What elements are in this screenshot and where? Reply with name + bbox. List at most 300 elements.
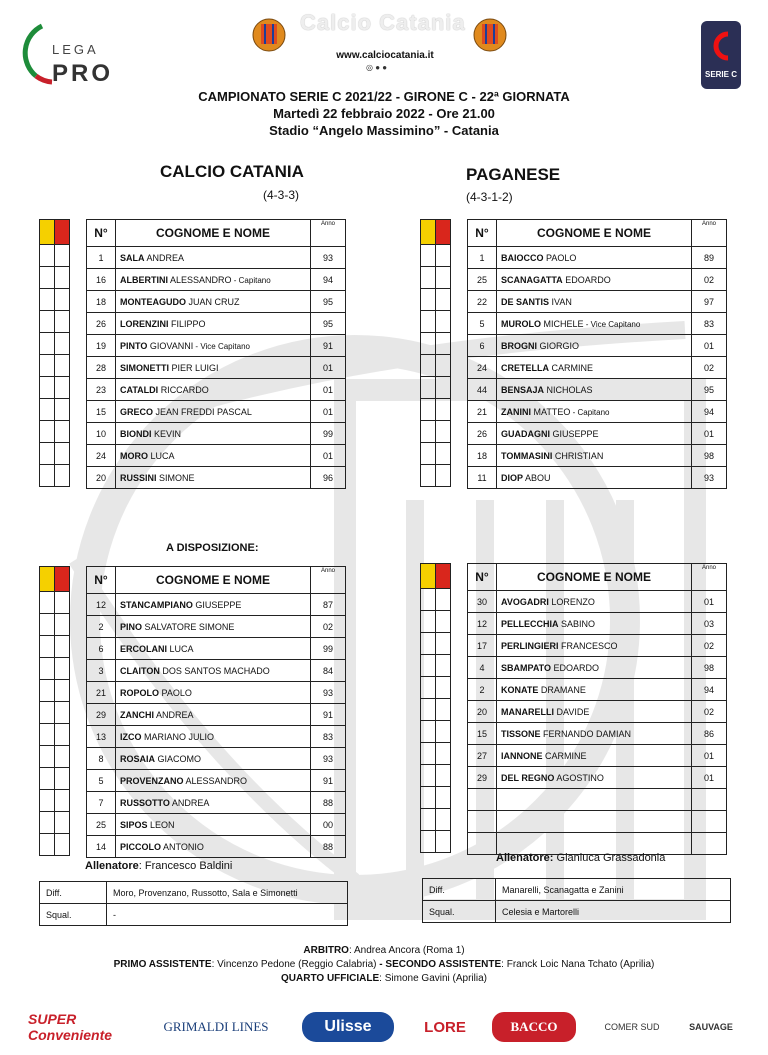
player-row bbox=[468, 789, 727, 811]
player-number: 5 bbox=[468, 313, 497, 335]
sponsor-comersud: COMER SUD bbox=[604, 1022, 660, 1032]
match-info bbox=[0, 88, 768, 139]
player-year: 87 bbox=[311, 594, 346, 616]
player-year: 01 bbox=[692, 591, 727, 613]
player-year: 96 bbox=[311, 467, 346, 489]
home-formation: (4-3-3) bbox=[263, 188, 300, 202]
player-name: CRETELLA CARMINE bbox=[497, 357, 692, 379]
player-year: 93 bbox=[311, 247, 346, 269]
card-row bbox=[421, 465, 451, 487]
player-row bbox=[87, 335, 346, 357]
player-year: 02 bbox=[692, 701, 727, 723]
player-name: DE SANTIS IVAN bbox=[497, 291, 692, 313]
player-year: 01 bbox=[692, 423, 727, 445]
player-year: 95 bbox=[311, 291, 346, 313]
player-number bbox=[468, 811, 497, 833]
player-name: SCANAGATTA EDOARDO bbox=[497, 269, 692, 291]
card-row bbox=[421, 721, 451, 743]
player-name: BROGNI GIORGIO bbox=[497, 335, 692, 357]
card-row bbox=[40, 267, 70, 289]
website-link[interactable]: www.calciocatania.it bbox=[336, 50, 434, 61]
stadium-name: Stadio “Angelo Massimino” - Catania bbox=[269, 123, 499, 138]
player-number: 26 bbox=[87, 313, 116, 335]
player-row bbox=[468, 445, 727, 467]
diff-label: Diff. bbox=[423, 879, 496, 901]
player-number: 6 bbox=[468, 335, 497, 357]
squal-label: Squal. bbox=[423, 901, 496, 923]
player-row bbox=[468, 811, 727, 833]
card-row bbox=[421, 743, 451, 765]
card-row bbox=[40, 834, 70, 856]
player-row bbox=[468, 423, 727, 445]
player-year: 99 bbox=[311, 423, 346, 445]
player-year: 02 bbox=[692, 635, 727, 657]
player-number: 18 bbox=[468, 445, 497, 467]
away-formation: (4-3-1-2) bbox=[466, 190, 513, 204]
player-row bbox=[468, 701, 727, 723]
player-year bbox=[692, 811, 727, 833]
player-row bbox=[87, 748, 346, 770]
player-number: 24 bbox=[87, 445, 116, 467]
player-number: 26 bbox=[468, 423, 497, 445]
player-number: 30 bbox=[468, 591, 497, 613]
player-number: 25 bbox=[87, 814, 116, 836]
player-row bbox=[468, 335, 727, 357]
card-row bbox=[40, 746, 70, 768]
player-year: 95 bbox=[692, 379, 727, 401]
player-row bbox=[87, 814, 346, 836]
player-name: GRECO JEAN FREDDI PASCAL bbox=[116, 401, 311, 423]
player-name: PINTO GIOVANNI - Vice Capitano bbox=[116, 335, 311, 357]
card-row bbox=[421, 831, 451, 853]
player-name: ROSAIA GIACOMO bbox=[116, 748, 311, 770]
player-row bbox=[468, 657, 727, 679]
player-number: 7 bbox=[87, 792, 116, 814]
player-name: MORO LUCA bbox=[116, 445, 311, 467]
player-number: 14 bbox=[87, 836, 116, 858]
home-diff: Moro, Provenzano, Russotto, Sala e Simonetti bbox=[107, 882, 348, 904]
player-row bbox=[468, 313, 727, 335]
player-year: 01 bbox=[311, 401, 346, 423]
player-number: 22 bbox=[468, 291, 497, 313]
player-year: 01 bbox=[311, 445, 346, 467]
fourth-official-line: QUARTO UFFICIALE: Simone Gavini (Aprilia) bbox=[281, 973, 487, 984]
player-row bbox=[87, 313, 346, 335]
player-name: DIOP ABOU bbox=[497, 467, 692, 489]
player-number: 15 bbox=[468, 723, 497, 745]
player-row bbox=[468, 379, 727, 401]
player-name: DEL REGNO AGOSTINO bbox=[497, 767, 692, 789]
player-year: 91 bbox=[311, 335, 346, 357]
player-name bbox=[497, 789, 692, 811]
officials bbox=[0, 944, 768, 986]
player-number: 4 bbox=[468, 657, 497, 679]
player-row bbox=[87, 379, 346, 401]
column-header: Anno bbox=[311, 567, 346, 594]
player-year: 83 bbox=[692, 313, 727, 335]
card-row bbox=[421, 677, 451, 699]
player-name: ERCOLANI LUCA bbox=[116, 638, 311, 660]
card-row bbox=[421, 787, 451, 809]
card-row bbox=[40, 790, 70, 812]
player-name: IZCO MARIANO JULIO bbox=[116, 726, 311, 748]
player-number: 8 bbox=[87, 748, 116, 770]
home-team-name: CALCIO CATANIA bbox=[160, 162, 304, 181]
away-diff: Manarelli, Scanagatta e Zanini bbox=[496, 879, 731, 901]
sponsor-sauvage: SAUVAGE bbox=[689, 1022, 733, 1032]
player-name: ALBERTINI ALESSANDRO - Capitano bbox=[116, 269, 311, 291]
player-year: 01 bbox=[692, 767, 727, 789]
player-number: 20 bbox=[468, 701, 497, 723]
instagram-icon[interactable]: ◎ bbox=[366, 63, 373, 72]
card-row bbox=[40, 812, 70, 834]
player-number: 1 bbox=[468, 247, 497, 269]
card-row bbox=[421, 765, 451, 787]
assistants-line: PRIMO ASSISTENTE: Vincenzo Pedone (Reggio Calabria) - SECONDO ASSISTENTE: Franck Loic Nana Tchato (Aprilia) bbox=[113, 959, 655, 970]
column-header: COGNOME E NOME bbox=[116, 220, 311, 247]
card-row bbox=[40, 592, 70, 614]
player-year: 99 bbox=[311, 638, 346, 660]
card-row bbox=[421, 589, 451, 611]
bench-title: A DISPOSIZIONE: bbox=[166, 542, 259, 554]
player-row bbox=[87, 269, 346, 291]
player-row bbox=[87, 247, 346, 269]
player-year: 02 bbox=[692, 269, 727, 291]
player-number: 24 bbox=[468, 357, 497, 379]
player-number: 23 bbox=[87, 379, 116, 401]
player-year: 01 bbox=[692, 335, 727, 357]
social-icons bbox=[366, 63, 387, 72]
column-header: COGNOME E NOME bbox=[116, 567, 311, 594]
card-row bbox=[421, 655, 451, 677]
player-row bbox=[468, 401, 727, 423]
player-row bbox=[87, 445, 346, 467]
brand-name: Calcio Catania bbox=[300, 10, 466, 35]
twitter-icon[interactable]: ● bbox=[382, 63, 388, 72]
card-row bbox=[421, 633, 451, 655]
player-row bbox=[468, 357, 727, 379]
player-name: CATALDI RICCARDO bbox=[116, 379, 311, 401]
player-year: 01 bbox=[311, 379, 346, 401]
player-name: BENSAJA NICHOLAS bbox=[497, 379, 692, 401]
player-number: 20 bbox=[87, 467, 116, 489]
yellow-card-icon bbox=[421, 564, 436, 589]
roster-table bbox=[86, 219, 346, 489]
player-name: MUROLO MICHELE - Vice Capitano bbox=[497, 313, 692, 335]
player-name: SALA ANDREA bbox=[116, 247, 311, 269]
player-year: 86 bbox=[692, 723, 727, 745]
player-number: 13 bbox=[87, 726, 116, 748]
player-name: BAIOCCO PAOLO bbox=[497, 247, 692, 269]
column-header: COGNOME E NOME bbox=[497, 564, 692, 591]
player-name: MONTEAGUDO JUAN CRUZ bbox=[116, 291, 311, 313]
card-row bbox=[40, 658, 70, 680]
player-number: 21 bbox=[468, 401, 497, 423]
card-row bbox=[40, 333, 70, 355]
cards-column bbox=[420, 219, 451, 487]
yellow-card-icon bbox=[421, 220, 436, 245]
player-year: 03 bbox=[692, 613, 727, 635]
player-name: PERLINGIERI FRANCESCO bbox=[497, 635, 692, 657]
player-year: 88 bbox=[311, 836, 346, 858]
card-row bbox=[421, 699, 451, 721]
player-row bbox=[468, 767, 727, 789]
player-name: RUSSOTTO ANDREA bbox=[116, 792, 311, 814]
home-squal: - bbox=[107, 904, 348, 926]
player-name: BIONDI KEVIN bbox=[116, 423, 311, 445]
roster-table bbox=[467, 219, 727, 489]
player-year: 93 bbox=[692, 467, 727, 489]
player-year: 00 bbox=[311, 814, 346, 836]
card-row bbox=[40, 399, 70, 421]
card-row bbox=[40, 443, 70, 465]
player-year bbox=[692, 789, 727, 811]
player-year: 02 bbox=[311, 616, 346, 638]
player-name: ZANINI MATTEO - Capitano bbox=[497, 401, 692, 423]
card-row bbox=[40, 311, 70, 333]
player-year: 01 bbox=[692, 745, 727, 767]
player-year: 97 bbox=[692, 291, 727, 313]
card-row bbox=[40, 680, 70, 702]
player-name bbox=[497, 811, 692, 833]
player-row bbox=[87, 357, 346, 379]
player-name: AVOGADRI LORENZO bbox=[497, 591, 692, 613]
player-year: 91 bbox=[311, 704, 346, 726]
referee-line: ARBITRO: Andrea Ancora (Roma 1) bbox=[303, 945, 465, 956]
card-row bbox=[40, 636, 70, 658]
player-year: 98 bbox=[692, 657, 727, 679]
player-year: 94 bbox=[692, 679, 727, 701]
player-number: 21 bbox=[87, 682, 116, 704]
player-row bbox=[468, 291, 727, 313]
red-card-icon bbox=[436, 564, 451, 589]
player-year: 94 bbox=[692, 401, 727, 423]
card-row bbox=[421, 267, 451, 289]
red-card-icon bbox=[55, 220, 70, 245]
competition-title: CAMPIONATO SERIE C 2021/22 - GIRONE C - 22ª GIORNATA bbox=[198, 89, 570, 104]
card-row bbox=[421, 421, 451, 443]
player-name: TOMMASINI CHRISTIAN bbox=[497, 445, 692, 467]
player-year: 84 bbox=[311, 660, 346, 682]
player-row bbox=[87, 836, 346, 858]
player-name: IANNONE CARMINE bbox=[497, 745, 692, 767]
sponsor-bacco: BACCO bbox=[492, 1012, 576, 1042]
roster-table bbox=[467, 563, 727, 855]
column-header: N° bbox=[468, 564, 497, 591]
column-header: N° bbox=[87, 220, 116, 247]
card-row bbox=[421, 355, 451, 377]
card-row bbox=[421, 311, 451, 333]
player-year: 94 bbox=[311, 269, 346, 291]
away-disciplinary-table bbox=[422, 878, 731, 923]
column-header: Anno bbox=[311, 220, 346, 247]
column-header: Anno bbox=[692, 564, 727, 591]
card-row bbox=[421, 333, 451, 355]
squal-label: Squal. bbox=[40, 904, 107, 926]
player-number: 28 bbox=[87, 357, 116, 379]
sponsor-grimaldi: GRIMALDI LINES bbox=[163, 1019, 269, 1034]
column-header: Anno bbox=[692, 220, 727, 247]
yellow-card-icon bbox=[40, 220, 55, 245]
player-name: MANARELLI DAVIDE bbox=[497, 701, 692, 723]
serie-c-logo bbox=[700, 20, 742, 90]
away-squal: Celesia e Martorelli bbox=[496, 901, 731, 923]
card-row bbox=[421, 289, 451, 311]
player-row bbox=[468, 467, 727, 489]
player-row bbox=[87, 770, 346, 792]
home-coach: Allenatore: Francesco Baldini bbox=[85, 860, 233, 872]
player-row bbox=[87, 594, 346, 616]
card-row bbox=[421, 377, 451, 399]
player-number: 12 bbox=[468, 613, 497, 635]
player-name: CLAITON DOS SANTOS MACHADO bbox=[116, 660, 311, 682]
player-row bbox=[468, 613, 727, 635]
player-name: RUSSINI SIMONE bbox=[116, 467, 311, 489]
card-row bbox=[421, 809, 451, 831]
player-number: 6 bbox=[87, 638, 116, 660]
player-name: TISSONE FERNANDO DAMIAN bbox=[497, 723, 692, 745]
player-number: 3 bbox=[87, 660, 116, 682]
catania-ball-icon bbox=[473, 18, 507, 52]
player-name: STANCAMPIANO GIUSEPPE bbox=[116, 594, 311, 616]
player-number: 2 bbox=[87, 616, 116, 638]
player-row bbox=[87, 291, 346, 313]
player-number bbox=[468, 833, 497, 855]
player-year: 91 bbox=[311, 770, 346, 792]
sponsor-lore: LORE bbox=[424, 1018, 466, 1036]
player-number: 17 bbox=[468, 635, 497, 657]
card-row bbox=[40, 289, 70, 311]
away-team-name: PAGANESE bbox=[466, 165, 561, 184]
sponsor-superconveniente: SUPER Conveniente bbox=[28, 1011, 113, 1043]
card-row bbox=[40, 702, 70, 724]
player-number: 19 bbox=[87, 335, 116, 357]
player-row bbox=[87, 660, 346, 682]
player-name: KONATE DRAMANE bbox=[497, 679, 692, 701]
player-number: 44 bbox=[468, 379, 497, 401]
card-row bbox=[40, 377, 70, 399]
column-header: N° bbox=[468, 220, 497, 247]
card-row bbox=[40, 724, 70, 746]
match-date: Martedì 22 febbraio 2022 - Ore 21.00 bbox=[273, 106, 495, 121]
player-row bbox=[87, 423, 346, 445]
player-number: 10 bbox=[87, 423, 116, 445]
sponsor-ulisse: Ulisse bbox=[302, 1012, 394, 1042]
player-name: SBAMPATO EDOARDO bbox=[497, 657, 692, 679]
player-year: 98 bbox=[692, 445, 727, 467]
player-number: 5 bbox=[87, 770, 116, 792]
player-name: ROPOLO PAOLO bbox=[116, 682, 311, 704]
player-row bbox=[468, 679, 727, 701]
card-row bbox=[421, 443, 451, 465]
player-year: 02 bbox=[692, 357, 727, 379]
player-number: 16 bbox=[87, 269, 116, 291]
lega-pro-logo bbox=[22, 16, 114, 87]
player-row bbox=[87, 401, 346, 423]
player-number: 25 bbox=[468, 269, 497, 291]
player-year: 93 bbox=[311, 682, 346, 704]
card-row bbox=[421, 611, 451, 633]
player-year bbox=[692, 833, 727, 855]
card-row bbox=[40, 614, 70, 636]
player-row bbox=[87, 792, 346, 814]
player-year: 93 bbox=[311, 748, 346, 770]
yellow-card-icon bbox=[40, 567, 55, 592]
cards-column bbox=[39, 219, 70, 487]
player-name: LORENZINI FILIPPO bbox=[116, 313, 311, 335]
card-row bbox=[40, 465, 70, 487]
cards-column bbox=[39, 566, 70, 856]
column-header: N° bbox=[87, 567, 116, 594]
player-number: 12 bbox=[87, 594, 116, 616]
home-disciplinary-table bbox=[39, 881, 348, 926]
player-number bbox=[468, 789, 497, 811]
diff-label: Diff. bbox=[40, 882, 107, 904]
player-row bbox=[468, 591, 727, 613]
player-number: 15 bbox=[87, 401, 116, 423]
player-row bbox=[87, 467, 346, 489]
player-name: SIPOS LEON bbox=[116, 814, 311, 836]
card-row bbox=[40, 355, 70, 377]
red-card-icon bbox=[436, 220, 451, 245]
player-row bbox=[468, 269, 727, 291]
player-year: 89 bbox=[692, 247, 727, 269]
player-year: 01 bbox=[311, 357, 346, 379]
player-row bbox=[468, 247, 727, 269]
away-coach: Allenatore: Gianluca Grassadonia bbox=[496, 852, 666, 864]
player-row bbox=[87, 616, 346, 638]
card-row bbox=[40, 768, 70, 790]
player-name: PICCOLO ANTONIO bbox=[116, 836, 311, 858]
catania-ball-icon bbox=[252, 18, 286, 52]
player-name: PELLECCHIA SABINO bbox=[497, 613, 692, 635]
lega-text: LEGA bbox=[52, 42, 99, 57]
player-row bbox=[87, 682, 346, 704]
player-number: 27 bbox=[468, 745, 497, 767]
pro-text: PRO bbox=[52, 60, 114, 87]
player-name: SIMONETTI PIER LUIGI bbox=[116, 357, 311, 379]
player-number: 11 bbox=[468, 467, 497, 489]
player-year: 88 bbox=[311, 792, 346, 814]
player-number: 29 bbox=[468, 767, 497, 789]
card-row bbox=[421, 399, 451, 421]
player-number: 29 bbox=[87, 704, 116, 726]
player-number: 1 bbox=[87, 247, 116, 269]
player-number: 2 bbox=[468, 679, 497, 701]
player-name: ZANCHI ANDREA bbox=[116, 704, 311, 726]
player-row bbox=[468, 745, 727, 767]
roster-table bbox=[86, 566, 346, 858]
player-year: 83 bbox=[311, 726, 346, 748]
player-row bbox=[87, 638, 346, 660]
player-row bbox=[87, 704, 346, 726]
player-name: GUADAGNI GIUSEPPE bbox=[497, 423, 692, 445]
player-row bbox=[87, 726, 346, 748]
serie-c-text: SERIE C bbox=[704, 70, 737, 79]
player-name: PINO SALVATORE SIMONE bbox=[116, 616, 311, 638]
cards-column bbox=[420, 563, 451, 853]
card-row bbox=[421, 245, 451, 267]
player-year: 95 bbox=[311, 313, 346, 335]
player-number: 18 bbox=[87, 291, 116, 313]
card-row bbox=[40, 245, 70, 267]
player-row bbox=[468, 635, 727, 657]
facebook-icon[interactable]: ● bbox=[375, 63, 381, 72]
column-header: COGNOME E NOME bbox=[497, 220, 692, 247]
player-row bbox=[468, 723, 727, 745]
player-name: PROVENZANO ALESSANDRO bbox=[116, 770, 311, 792]
red-card-icon bbox=[55, 567, 70, 592]
